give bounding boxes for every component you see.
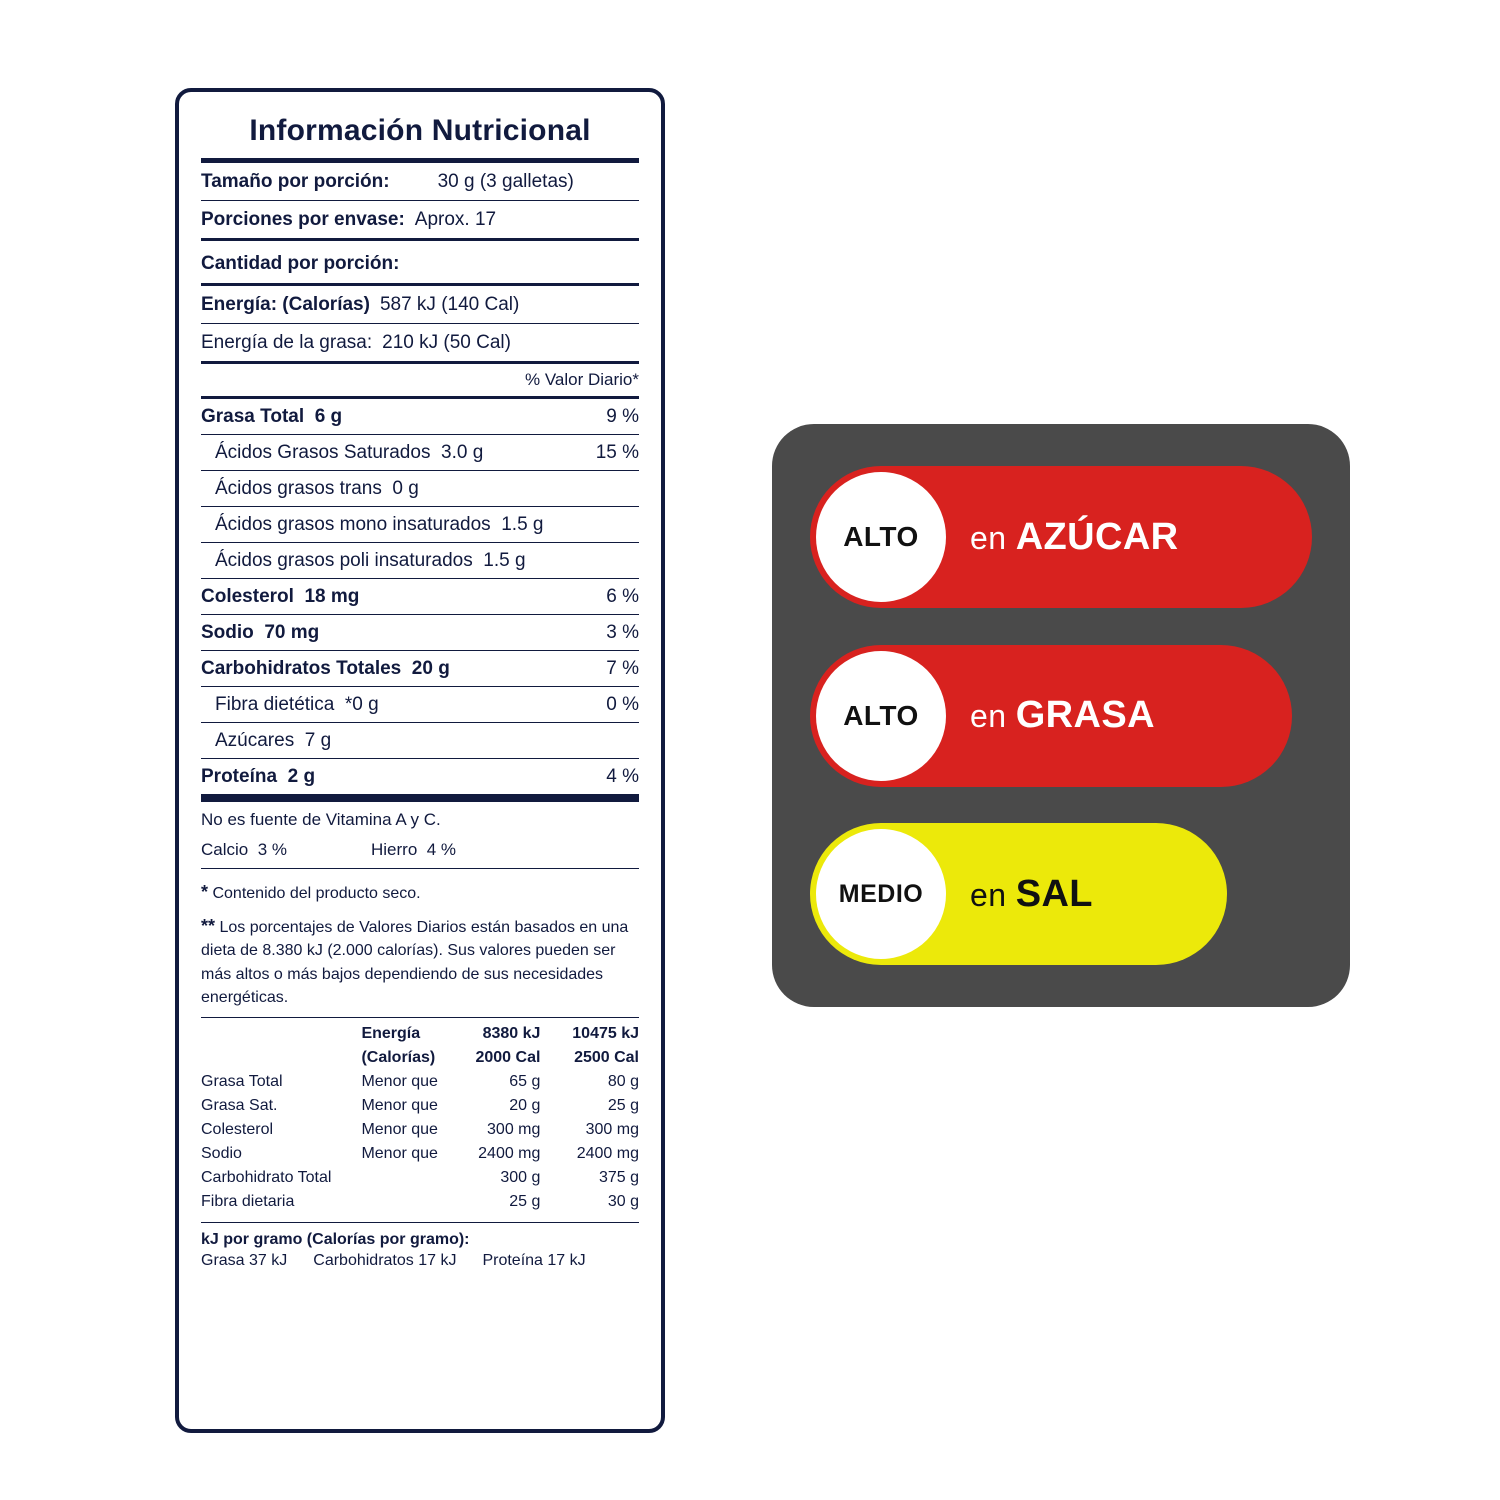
daily-value-header: % Valor Diario* <box>524 370 639 389</box>
vitamin-note: No es fuente de Vitamina A y C. <box>201 810 441 829</box>
nutrient-amount: 3.0 g <box>441 442 484 463</box>
dv-head-blank-2 <box>201 1046 331 1070</box>
nutrient-label: Proteína <box>201 766 278 787</box>
divider <box>201 1017 639 1018</box>
table-row <box>201 507 639 542</box>
nutrient-dv: 15 % <box>595 442 639 463</box>
dv-value-2000: 300 g <box>500 1168 541 1186</box>
warning-text-grasa <box>970 694 1155 737</box>
table-row <box>201 579 639 614</box>
dv-nutrient: Fibra dietaria <box>201 1192 295 1210</box>
energy-value: 587 kJ (140 Cal) <box>379 294 520 315</box>
energy-from-fat-value: 210 kJ (50 Cal) <box>382 332 511 353</box>
dv-head-2500cal: 2500 Cal <box>574 1048 639 1066</box>
nutrient-dv: 3 % <box>606 622 639 643</box>
dv-value-2500: 2400 mg <box>576 1144 639 1162</box>
warning-prefix-sal: en <box>970 876 1007 913</box>
kj-per-gram-values <box>201 1252 639 1276</box>
energy-label: Energía: (Calorías) <box>201 294 370 315</box>
warning-level-azucar: ALTO <box>816 472 946 602</box>
nutrient-amount: 2 g <box>287 766 316 787</box>
dv-value-2500: 80 g <box>607 1072 639 1090</box>
nutrient-label: Ácidos Grasos Saturados <box>215 442 431 463</box>
warning-pill-azucar <box>810 466 1312 608</box>
table-row <box>201 471 639 506</box>
energy-from-fat-label: Energía de la grasa: <box>201 332 373 353</box>
table-row <box>201 399 639 434</box>
servings-per-container-label: Porciones por envase: <box>201 209 405 230</box>
dv-value-2500: 300 mg <box>585 1120 639 1138</box>
warning-prefix-grasa: en <box>970 698 1007 734</box>
kj-per-gram-title: kJ por gramo (Calorías por gramo): <box>201 1230 470 1248</box>
serving-size-row <box>201 163 639 200</box>
nutrient-amount: 0 g <box>392 478 419 499</box>
servings-per-container-row <box>201 201 639 238</box>
energy-row <box>201 286 639 323</box>
nutrient-label: Azúcares <box>215 730 295 751</box>
footnote-1 <box>201 879 639 905</box>
page-title: Información Nutricional <box>249 114 591 147</box>
nutrient-label: Carbohidratos Totales <box>201 658 402 679</box>
nutrient-label: Ácidos grasos trans <box>215 478 382 499</box>
warning-level-grasa: ALTO <box>816 651 946 781</box>
dv-qualifier: Menor que <box>361 1144 438 1162</box>
dv-value-2500: 375 g <box>598 1168 639 1186</box>
nutrient-dv: 0 % <box>606 694 639 715</box>
footnotes <box>201 869 639 1009</box>
serving-size-value: 30 g (3 galletas) <box>437 171 574 192</box>
dv-head-2000cal: 2000 Cal <box>475 1048 541 1066</box>
nutrient-label: Colesterol <box>201 586 294 607</box>
kj-fat: Grasa 37 kJ <box>201 1251 288 1269</box>
kj-protein: Proteína 17 kJ <box>482 1251 586 1269</box>
nutrient-amount: 7 g <box>304 730 332 751</box>
dv-head-energy: Energía <box>361 1024 421 1042</box>
calcium-label: Calcio <box>201 840 249 859</box>
dv-qualifier: Menor que <box>361 1096 438 1114</box>
nutrient-amount: *0 g <box>344 694 379 715</box>
warning-prefix-azucar: en <box>970 519 1007 556</box>
dv-nutrient: Carbohidrato Total <box>201 1168 332 1186</box>
table-header-row <box>201 1046 639 1070</box>
dv-value-2000: 300 mg <box>487 1120 541 1138</box>
nutrient-label: Grasa Total <box>201 406 305 427</box>
dv-qualifier: Menor que <box>361 1072 438 1090</box>
table-row <box>201 435 639 470</box>
warning-nutrient-grasa: GRASA <box>1015 694 1155 736</box>
warning-pill-grasa <box>810 645 1292 787</box>
minerals-row <box>201 834 639 868</box>
footnote-1-text: Contenido del producto seco. <box>212 885 421 902</box>
dv-nutrient: Colesterol <box>201 1120 274 1138</box>
nutrient-label: Sodio <box>201 622 254 643</box>
dv-value-2500: 25 g <box>607 1096 639 1114</box>
warning-seal <box>772 424 1350 1007</box>
iron-value: 4 % <box>426 840 457 859</box>
table-row <box>201 1070 639 1094</box>
nutrient-dv: 7 % <box>606 658 639 679</box>
kj-carbs: Carbohidratos 17 kJ <box>313 1251 457 1269</box>
warning-level-sal: MEDIO <box>816 829 946 959</box>
dv-qualifier: Menor que <box>361 1120 438 1138</box>
servings-per-container-value: Aprox. 17 <box>414 209 497 230</box>
dv-head-blank-1 <box>201 1022 331 1046</box>
dv-head-8380kj: 8380 kJ <box>482 1024 541 1042</box>
dv-head-calories: (Calorías) <box>361 1048 436 1066</box>
serving-size-label: Tamaño por porción: <box>201 171 390 192</box>
nutrition-facts-panel <box>175 88 665 1433</box>
dv-qualifier <box>331 1166 438 1190</box>
dv-head-10475kj: 10475 kJ <box>572 1024 639 1042</box>
footnote-2-marker: ** <box>201 916 216 937</box>
dv-qualifier <box>331 1190 438 1214</box>
nutrient-amount: 1.5 g <box>501 514 544 535</box>
nutrient-label: Ácidos grasos poli insaturados <box>215 550 473 571</box>
warning-nutrient-azucar: AZÚCAR <box>1015 515 1179 558</box>
iron-label: Hierro <box>371 840 418 859</box>
table-row <box>201 615 639 650</box>
table-row <box>201 1118 639 1142</box>
dv-value-2000: 65 g <box>509 1072 541 1090</box>
warning-text-azucar <box>970 516 1179 559</box>
nutrient-amount: 70 mg <box>264 622 320 643</box>
dv-nutrient: Grasa Total <box>201 1072 283 1090</box>
warning-text-sal <box>970 873 1093 916</box>
dv-value-2000: 25 g <box>509 1192 541 1210</box>
nutrient-amount: 1.5 g <box>483 550 526 571</box>
warning-nutrient-sal: SAL <box>1015 872 1093 915</box>
daily-values-table <box>201 1022 639 1214</box>
nutrient-amount: 18 mg <box>304 586 360 607</box>
dv-value-2000: 2400 mg <box>478 1144 541 1162</box>
table-row <box>201 1094 639 1118</box>
footnote-2-text: Los porcentajes de Valores Diarios están basados en una dieta de 8.380 kJ (2.000 calorías). Sus valores pueden ser más altos o más bajos dependiendo de sus necesidades energéticas. <box>201 919 629 1006</box>
table-row <box>201 1190 639 1214</box>
dv-nutrient: Grasa Sat. <box>201 1096 278 1114</box>
table-row <box>201 759 639 794</box>
footnote-1-marker: * <box>201 882 209 902</box>
nutrient-label: Fibra dietética <box>215 694 335 715</box>
nutrient-dv: 6 % <box>606 586 639 607</box>
calcium-value: 3 % <box>257 840 287 859</box>
divider <box>201 794 639 802</box>
table-row <box>201 687 639 722</box>
dv-nutrient: Sodio <box>201 1144 242 1162</box>
dv-value-2500: 30 g <box>607 1192 639 1210</box>
nutrient-amount: 6 g <box>314 406 343 427</box>
footnote-2 <box>201 913 639 1009</box>
table-row <box>201 1166 639 1190</box>
table-header-row <box>201 1022 639 1046</box>
warning-pill-sal <box>810 823 1227 965</box>
table-row <box>201 543 639 578</box>
energy-from-fat-row <box>201 324 639 361</box>
dv-value-2000: 20 g <box>509 1096 541 1114</box>
table-row <box>201 723 639 758</box>
amount-per-serving-label: Cantidad por porción: <box>201 253 400 274</box>
nutrient-dv: 9 % <box>606 406 639 427</box>
nutrient-dv: 4 % <box>606 766 639 787</box>
nutrient-label: Ácidos grasos mono insaturados <box>215 514 491 535</box>
table-row <box>201 1142 639 1166</box>
nutrient-amount: 20 g <box>411 658 450 679</box>
table-row <box>201 651 639 686</box>
